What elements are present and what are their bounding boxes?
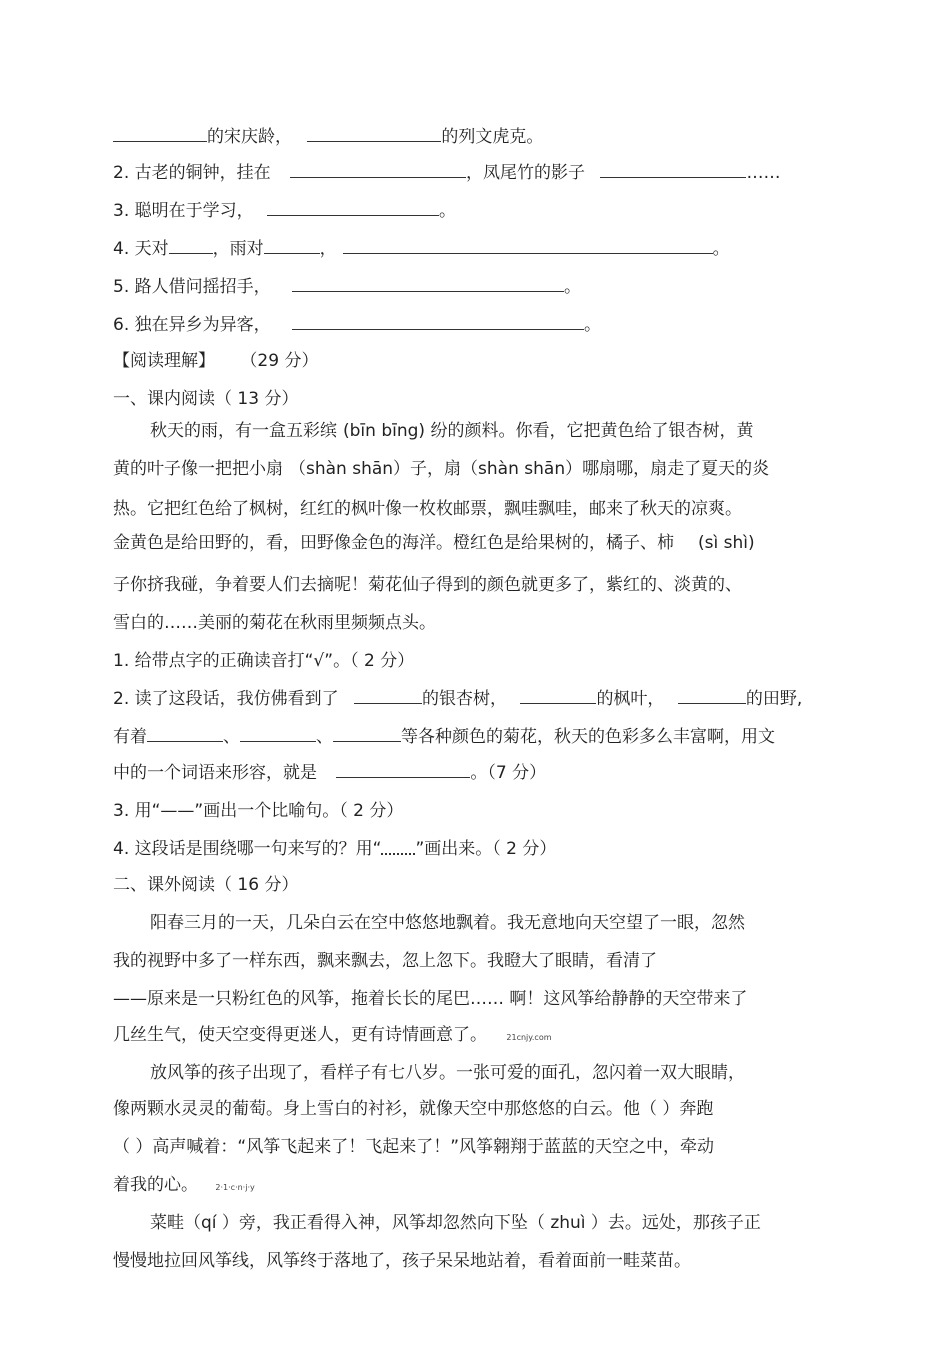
passage-line: 热。它把红色给了枫树，红红的枫叶像一枚枚邮票，飘哇飘哇，邮来了秋天的凉爽。	[113, 499, 742, 519]
passage-line	[113, 1024, 552, 1049]
passage-line: 雪白的……美丽的菊花在秋雨里频频点头。	[113, 613, 436, 633]
text: 秋天的雨，有一盒五彩缤	[150, 421, 337, 441]
text: ，	[319, 239, 337, 259]
text: ”画出来。（ 2 分）	[415, 839, 557, 859]
answer-blank[interactable]	[169, 239, 213, 254]
text: 4. 这段话是围绕哪一句来写的？用“	[113, 839, 382, 859]
answer-blank[interactable]	[113, 127, 207, 142]
answer-blank[interactable]	[678, 689, 746, 704]
text: 等各种颜色的菊花，秋天的色彩多么丰富啊，用文	[401, 727, 775, 747]
text: 。	[439, 201, 457, 221]
passage-line: 菜畦（qí ）旁，我正看得入神，风筝却忽然向下坠（ zhuì ）去。远处，那孩子正	[150, 1213, 761, 1233]
text: 、	[316, 727, 333, 747]
wavy-line-icon	[381, 847, 415, 855]
passage-line	[150, 420, 753, 442]
text: 。	[584, 315, 602, 335]
answer-blank[interactable]	[307, 127, 441, 142]
answer-blank[interactable]	[267, 201, 439, 216]
text: 。（7 分）	[470, 763, 547, 783]
text: 5. 路人借问摇招手，	[113, 277, 271, 297]
passage-line: 放风筝的孩子出现了，看样子有七八岁。一张可爱的面孔，忽闪着一双大眼睛，	[150, 1063, 745, 1083]
passage-line: （ ）高声喊着：“风筝飞起来了！飞起来了！”风筝翱翔于蓝蓝的天空之中，牵动	[113, 1137, 715, 1157]
text: (sì shì)	[698, 533, 755, 553]
subsection-2: 二、课外阅读（ 16 分）	[113, 875, 299, 895]
text: 3. 聪明在于学习，	[113, 201, 254, 221]
passage-line: 子你挤我碰，争着要人们去摘呢！菊花仙子得到的颜色就更多了，紫红的、淡黄的、	[113, 575, 742, 595]
question-1: 1. 给带点字的正确读音打“√”。（ 2 分）	[113, 651, 415, 671]
question-4	[113, 838, 556, 860]
heading-text: 【阅读理解】	[113, 351, 215, 371]
text: (bīn bīng) 纷的颜料。你看，它把黄色给了银杏树，黄	[343, 421, 754, 441]
text: 有着	[113, 727, 147, 747]
text: 的田野,	[745, 689, 803, 709]
passage-line	[113, 532, 755, 554]
answer-blank[interactable]	[336, 763, 470, 778]
text: 2. 古老的铜钟，挂在	[113, 163, 271, 183]
answer-blank[interactable]	[147, 727, 223, 742]
passage-line: ——原来是一只粉红色的风筝，拖着长长的尾巴…… 啊！这风筝给静静的天空带来了	[113, 989, 748, 1009]
question-2	[113, 688, 802, 710]
watermark: 21cnjy.com	[506, 1033, 552, 1042]
text: 金黄色是给田野的，看，田野像金色的海洋。橙红色是给果树的，橘子、柿	[113, 533, 674, 553]
text: 6. 独在异乡为异客，	[113, 315, 271, 335]
text: ……	[746, 163, 781, 183]
text: ，凤尾竹的影子	[466, 163, 586, 183]
subsection-1: 一、课内阅读（ 13 分）	[113, 389, 299, 409]
text: 的列文虎克。	[441, 127, 544, 147]
passage-line: 我的视野中多了一样东西，飘来飘去，忽上忽下。我瞪大了眼睛，看清了	[113, 951, 657, 971]
score: （29 分）	[240, 351, 319, 371]
fill-line-6	[113, 314, 601, 336]
answer-blank[interactable]	[520, 689, 596, 704]
text: 几丝生气，使天空变得更迷人，更有诗情画意了。	[113, 1025, 487, 1045]
answer-blank[interactable]	[343, 239, 713, 254]
text: 的银杏树，	[422, 689, 508, 709]
fill-line-4	[113, 238, 730, 260]
fill-line-0	[113, 126, 543, 148]
answer-blank[interactable]	[292, 277, 564, 292]
answer-blank[interactable]	[292, 315, 584, 330]
question-3: 3. 用“——”画出一个比喻句。（ 2 分）	[113, 801, 404, 821]
fill-line-5	[113, 276, 581, 298]
text: ，雨对	[212, 239, 264, 259]
passage-line: 慢慢地拉回风筝线，风筝终于落地了，孩子呆呆地站着，看着面前一畦菜苗。	[113, 1251, 691, 1271]
text: 、	[223, 727, 240, 747]
answer-blank[interactable]	[600, 163, 746, 178]
answer-blank[interactable]	[290, 163, 466, 178]
text: 。	[564, 277, 582, 297]
passage-line	[113, 458, 769, 480]
question-2-cont	[113, 726, 775, 748]
text: 4. 天对	[113, 239, 169, 259]
answer-blank[interactable]	[264, 239, 320, 254]
fill-line-3	[113, 200, 456, 222]
text: 2. 读了这段话，我仿佛看到了	[113, 689, 339, 709]
text: 。	[712, 239, 730, 259]
section-heading	[113, 350, 318, 372]
text: 中的一个词语来形容，就是	[113, 763, 317, 783]
answer-blank[interactable]	[354, 689, 422, 704]
text: （shàn shān）子，扇（shàn shān）哪扇哪，扇走了夏天的炎	[289, 459, 770, 479]
text: 的枫叶，	[596, 689, 665, 709]
answer-blank[interactable]	[333, 727, 401, 742]
text: 着我的心。	[113, 1175, 198, 1195]
passage-line	[113, 1174, 255, 1199]
text: 黄的叶子像一把把小扇	[113, 459, 283, 479]
passage-line: 像两颗水灵灵的葡萄。身上雪白的衬衫，就像天空中那悠悠的白云。他（ ）奔跑	[113, 1099, 714, 1119]
passage-line: 阳春三月的一天，几朵白云在空中悠悠地飘着。我无意地向天空望了一眼，忽然	[150, 913, 745, 933]
question-2-cont	[113, 762, 546, 784]
watermark: 2·1·c·n·j·y	[215, 1183, 255, 1192]
answer-blank[interactable]	[240, 727, 316, 742]
fill-line-2	[113, 162, 780, 184]
text: 的宋庆龄，	[207, 127, 292, 147]
